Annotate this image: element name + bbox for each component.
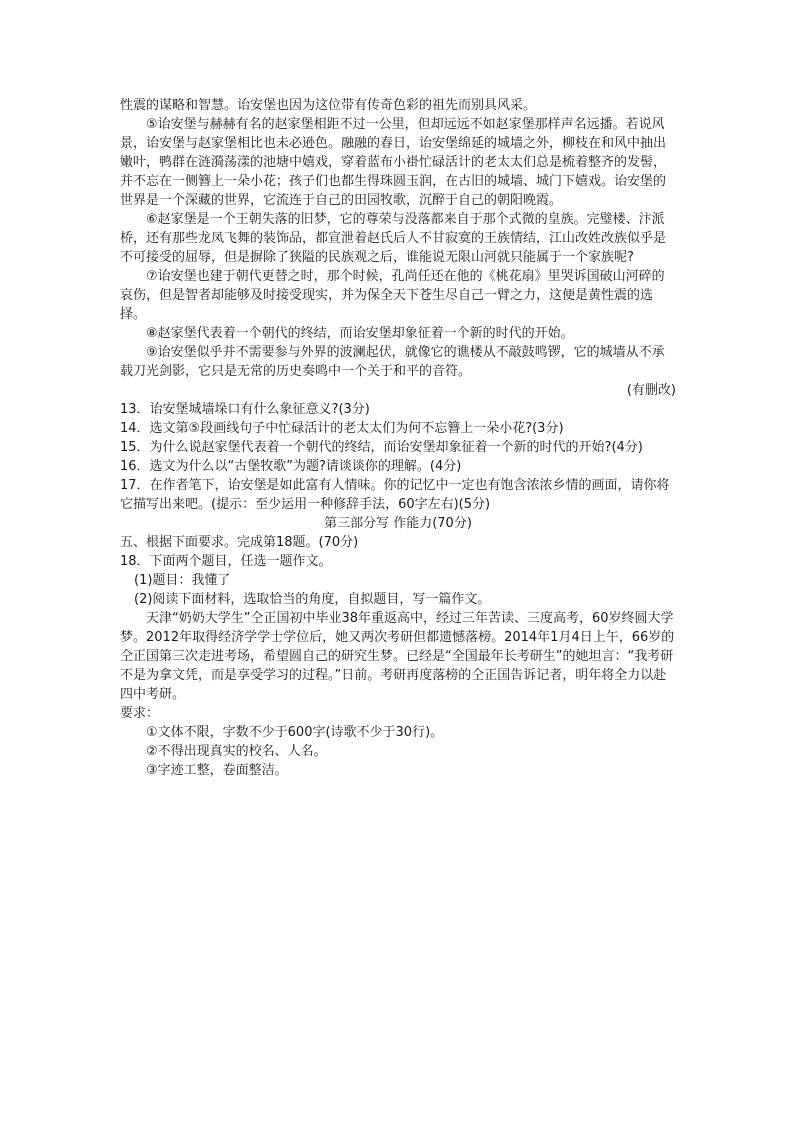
requirement-1: ①文体不限，字数不少于600字(诗歌不少于30行)。 (146, 725, 444, 740)
requirements-label: 要求： (120, 706, 160, 721)
passage-paragraph-8: ⑧赵家堡代表着一个朝代的终结，而诒安堡却象征着一个新的时代的开始。 (146, 326, 574, 341)
question-18: 18．下面两个题目，任选一题作文。 (120, 554, 332, 569)
section-title: 第三部分写 作能力(70分) (324, 516, 472, 531)
requirement-3: ③字迹工整，卷面整洁。 (146, 763, 288, 778)
essay-material: 天津“奶奶大学生”仝正国初中毕业38年重返高中，经过三年苦读、三度高考，60岁终圆大学梦。2012年取得经济学学士学位后，她又两次考研但都遗憾落榜。2014年1月4日上午，66岁的仝正国第三次走进考场，希望圆自己的研究生梦。已经是“全国最年长考研生”的她坦言：“我考研不是为拿文凭，而是享受学习的过程。”日前。考研再度落榜的仝正国告诉记者，明年将全力以赴四中考研。 (120, 611, 675, 702)
requirement-2: ②不得出现真实的校名、人名。 (146, 744, 327, 759)
passage-paragraph-continued: 性震的谋略和智慧。诒安堡也因为这位带有传奇色彩的祖先而别具风采。 (120, 98, 537, 113)
essay-option-1: (1)题目：我懂了 (134, 573, 231, 588)
passage-paragraph-6: ⑥赵家堡是一个王朝失落的旧梦，它的尊荣与没落都来自于那个式微的皇族。完璧楼、汴派桥，还有那些龙凤飞舞的装饰品，都宣泄着赵氏后人不甘寂寞的王族情结，江山改姓改族似乎是不可接受的屈辱，但是摒除了狭隘的民族观之后，谁能说无限山河就只能属于一个家族呢? (120, 212, 667, 265)
question-14: 14．选文第⑤段画线句子中忙碌活计的老太太们为何不忘簪上一朵小花?(3分) (120, 421, 564, 436)
question-17: 17．在作者笔下，诒安堡是如此富有人情味。你的记忆中一定也有饱含浓浓乡情的画面，请你将它描写出来吧。(提示：至少运用一种修辞手法，60字左右)(5分) (120, 478, 670, 512)
abridged-note: (有删改) (626, 383, 676, 398)
question-13: 13．诒安堡城墙垛口有什么象征意义?(3分) (120, 402, 370, 417)
question-16: 16．选文为什么以“古堡牧歌”为题?请谈谈你的理解。(4分) (120, 459, 462, 474)
passage-paragraph-7: ⑦诒安堡也建于朝代更替之时，那个时候，孔尚任还在他的《桃花扇》里哭诉国破山河碎的哀伤，但是智者却能够及时接受现实，并为保全天下苍生尽自己一臂之力，这便是黄性震的选择。 (120, 269, 665, 322)
passage-paragraph-5: ⑤诒安堡与赫赫有名的赵家堡相距不过一公里，但却远远不如赵家堡那样声名远播。若说风景，诒安堡与赵家堡相比也未必逊色。融融的春日，诒安堡绵延的城墙之外，柳枝在和风中抽出嫩叶，鸭群在涟漪荡漾的池塘中嬉戏，穿着蓝布小褂忙碌活计的老太太们总是梳着整齐的发髻，并不忘在一侧簪上一朵小花；孩子们也都生得珠圆玉润，在古旧的城墙、城门下嬉戏。诒安堡的世界是一个深藏的世界，它流连于自己的田园牧歌，沉醉于自己的朝阳晚霞。 (120, 117, 667, 208)
document-page (120, 96, 676, 780)
question-15: 15．为什么说赵家堡代表着一个朝代的终结，而诒安堡却象征着一个新的时代的开始?(4分) (120, 440, 643, 455)
section-heading: 五、根据下面要求。完成第18题。(70分) (120, 535, 359, 550)
passage-paragraph-9: ⑨诒安堡似乎并不需要参与外界的波澜起伏，就像它的谯楼从不敲鼓鸣锣，它的城墙从不承载刀光剑影，它只是无常的历史奏鸣中一个关于和平的音符。 (120, 345, 665, 379)
essay-option-2: (2)阅读下面材料，选取恰当的角度，自拟题目，写一篇作文。 (134, 592, 491, 607)
